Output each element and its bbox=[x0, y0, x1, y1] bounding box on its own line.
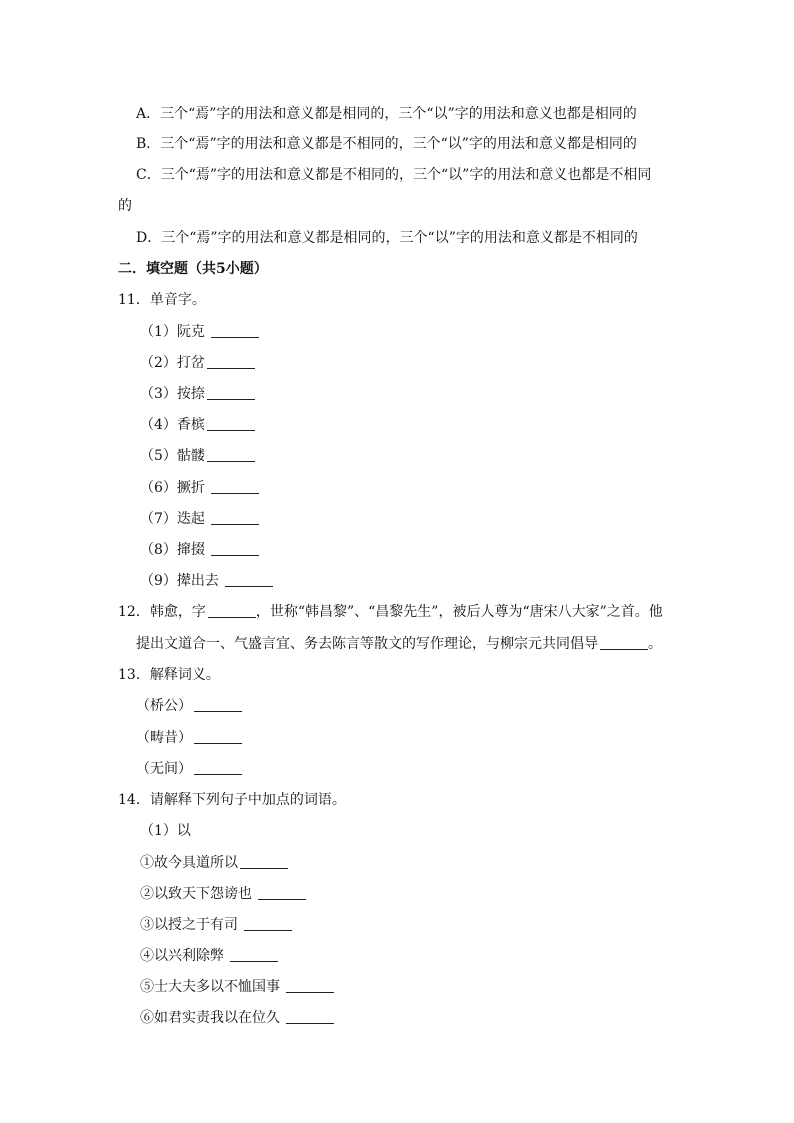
q13-item bbox=[136, 728, 242, 748]
q11-item bbox=[140, 540, 259, 560]
option-b: B．三个“焉”字的用法和意义都是不相同的，三个“以”字的用法和意义都是相同的 bbox=[136, 136, 637, 152]
answer-blank[interactable] bbox=[207, 416, 255, 431]
q11-item bbox=[140, 446, 255, 466]
answer-blank[interactable] bbox=[194, 729, 242, 744]
q11-item-label: （5）骷髅 bbox=[140, 448, 205, 464]
answer-blank[interactable] bbox=[211, 510, 259, 525]
section-title: 二．填空题（共5小题） bbox=[118, 261, 268, 277]
q13-stem: 13．解释词义。 bbox=[118, 667, 220, 683]
answer-blank[interactable] bbox=[230, 947, 278, 962]
q11-item bbox=[140, 353, 255, 373]
option-c: C．三个“焉”字的用法和意义都是不相同的，三个“以”字的用法和意义也都是不相同 bbox=[136, 167, 652, 183]
q14-item bbox=[140, 884, 306, 904]
q14-item bbox=[140, 853, 288, 873]
q11-item bbox=[140, 322, 259, 342]
answer-blank[interactable] bbox=[194, 760, 242, 775]
q14-item bbox=[140, 946, 278, 966]
q14-item-label: ③以授之于有司 bbox=[140, 917, 238, 933]
answer-blank[interactable] bbox=[211, 479, 259, 494]
q13-item bbox=[136, 696, 242, 716]
answer-blank[interactable] bbox=[286, 978, 334, 993]
q13-item-label: （畴昔） bbox=[136, 730, 192, 746]
q13-item-label: （无间） bbox=[136, 761, 192, 777]
q14-item-label: ①故今具道所以 bbox=[140, 855, 238, 871]
q12-text: ，世称“韩昌黎”、“昌黎先生”，被后人尊为“唐宋八大家”之首。他 bbox=[255, 604, 663, 620]
q11-item-label: （2）打岔 bbox=[140, 355, 205, 371]
answer-blank[interactable] bbox=[207, 385, 255, 400]
q13-item-label: （桥公） bbox=[136, 698, 192, 714]
q14-item-label: ②以致天下怨谤也 bbox=[140, 886, 252, 902]
q11-item bbox=[140, 478, 259, 498]
q11-item bbox=[140, 571, 273, 591]
answer-blank[interactable] bbox=[211, 541, 259, 556]
answer-blank[interactable] bbox=[225, 572, 273, 587]
option-c-continued: 的 bbox=[118, 198, 132, 214]
answer-blank[interactable] bbox=[207, 447, 255, 462]
q14-item bbox=[140, 1008, 334, 1028]
q11-item-label: （8）撺掇 bbox=[140, 542, 205, 558]
q11-item-label: （1）阮克 bbox=[140, 324, 205, 340]
q14-item bbox=[140, 915, 292, 935]
answer-blank[interactable] bbox=[286, 1009, 334, 1024]
option-a: A．三个“焉”字的用法和意义都是相同的，三个“以”字的用法和意义也都是相同的 bbox=[136, 106, 637, 122]
answer-blank[interactable] bbox=[244, 916, 292, 931]
q12-line2 bbox=[136, 634, 662, 654]
q11-item bbox=[140, 384, 255, 404]
answer-blank[interactable] bbox=[208, 603, 256, 618]
q11-item bbox=[140, 415, 255, 435]
q12-text: 12．韩愈，字 bbox=[118, 604, 206, 620]
answer-blank[interactable] bbox=[194, 697, 242, 712]
q11-item-label: （4）香槟 bbox=[140, 417, 205, 433]
q11-item-label: （3）按捺 bbox=[140, 386, 205, 402]
answer-blank[interactable] bbox=[600, 635, 648, 650]
q12-line1 bbox=[118, 602, 663, 622]
q14-item bbox=[140, 977, 334, 997]
q14-item-label: ④以兴利除弊 bbox=[140, 948, 224, 964]
answer-blank[interactable] bbox=[207, 354, 255, 369]
q13-item bbox=[136, 759, 242, 779]
answer-blank[interactable] bbox=[258, 885, 306, 900]
q11-item-label: （7）迭起 bbox=[140, 511, 205, 527]
q12-text: 提出文道合一、气盛言宜、务去陈言等散文的写作理论，与柳宗元共同倡导 bbox=[136, 636, 598, 652]
q11-stem: 11．单音字。 bbox=[118, 292, 206, 308]
answer-blank[interactable] bbox=[211, 323, 259, 338]
answer-blank[interactable] bbox=[240, 854, 288, 869]
q14-sub: （1）以 bbox=[140, 823, 191, 839]
q11-item-label: （6）撅折 bbox=[140, 480, 205, 496]
option-d: D．三个“焉”字的用法和意义都是相同的，三个“以”字的用法和意义都是不相同的 bbox=[136, 230, 638, 246]
q14-item-label: ⑤士大夫多以不恤国事 bbox=[140, 979, 280, 995]
q14-item-label: ⑥如君实责我以在位久 bbox=[140, 1010, 280, 1026]
q11-item bbox=[140, 509, 259, 529]
q11-item-label: （9）撵出去 bbox=[140, 573, 219, 589]
q12-text: 。 bbox=[648, 636, 662, 652]
q14-stem: 14．请解释下列句子中加点的词语。 bbox=[118, 792, 346, 808]
